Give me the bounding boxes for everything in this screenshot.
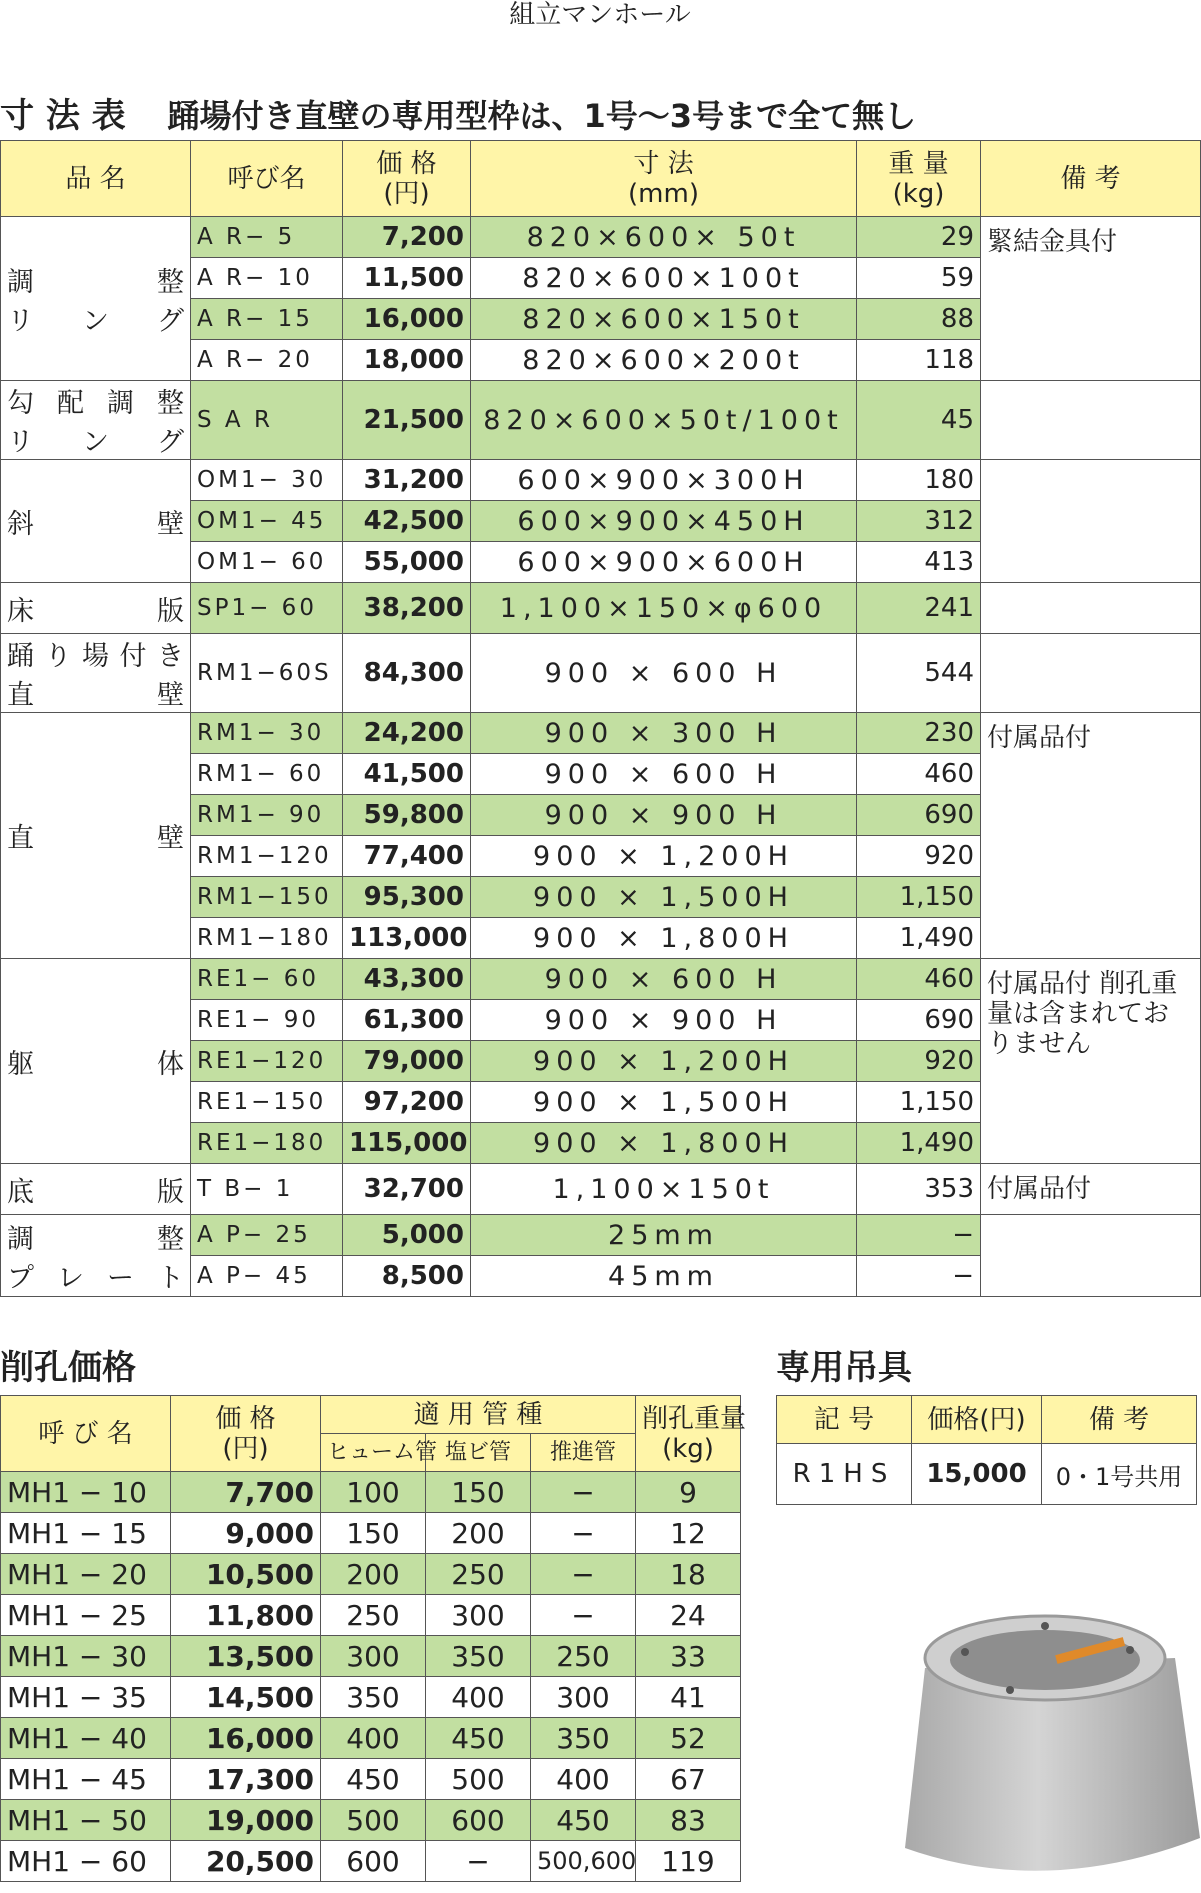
hole-code-cell: MH1 − 10 — [1, 1472, 171, 1513]
jacking-cell: − — [531, 1472, 636, 1513]
hole-price-cell: 13,500 — [171, 1636, 321, 1677]
code-cell: RE1− 90 — [191, 1000, 343, 1041]
dimension-cell: 900 × 1,200H — [471, 836, 857, 877]
table-row — [1, 583, 1201, 634]
code-cell: OM1− 60 — [191, 542, 343, 583]
jacking-cell: 500,600 — [531, 1841, 636, 1882]
hole-header-pvc: 塩ビ管 — [426, 1434, 531, 1472]
table-row — [1, 959, 1201, 1000]
code-cell: RE1−150 — [191, 1082, 343, 1123]
hole-code-cell: MH1 − 45 — [1, 1759, 171, 1800]
code-cell: RE1− 60 — [191, 959, 343, 1000]
dimension-cell: 1,100×150t — [471, 1164, 857, 1215]
hole-code-cell: MH1 − 30 — [1, 1636, 171, 1677]
code-cell: A R− 15 — [191, 299, 343, 340]
dimension-cell: 600×900×450H — [471, 501, 857, 542]
hole-weight-cell: 9 — [636, 1472, 741, 1513]
price-cell: 24,200 — [343, 713, 471, 754]
hole-weight-cell: 33 — [636, 1636, 741, 1677]
dimension-cell: 900 × 600 H — [471, 634, 857, 713]
price-cell: 18,000 — [343, 340, 471, 381]
code-cell: A P− 25 — [191, 1215, 343, 1256]
table-row — [1, 1513, 741, 1554]
price-cell: 43,300 — [343, 959, 471, 1000]
price-cell: 8,500 — [343, 1256, 471, 1297]
hole-weight-cell: 41 — [636, 1677, 741, 1718]
weight-cell: 690 — [857, 1000, 981, 1041]
price-cell: 7,200 — [343, 217, 471, 258]
code-cell: RM1−60S — [191, 634, 343, 713]
weight-cell: 690 — [857, 795, 981, 836]
price-cell: 113,000 — [343, 918, 471, 959]
hole-price-cell: 14,500 — [171, 1677, 321, 1718]
price-cell: 84,300 — [343, 634, 471, 713]
hole-price-cell: 10,500 — [171, 1554, 321, 1595]
dimension-cell: 820×600×150t — [471, 299, 857, 340]
dimension-table — [0, 140, 1201, 1297]
hanger-header-price: 価格(円) — [912, 1396, 1042, 1444]
pvc-cell: 350 — [426, 1636, 531, 1677]
weight-cell: 1,150 — [857, 877, 981, 918]
hole-weight-cell: 119 — [636, 1841, 741, 1882]
weight-cell: 29 — [857, 217, 981, 258]
dimension-table-title: 寸 法 表 — [0, 96, 126, 136]
hanger-title: 専用吊具 — [776, 1348, 912, 1388]
item-name-cell — [1, 1164, 191, 1215]
code-cell: RM1− 60 — [191, 754, 343, 795]
dimension-table-note: 踊場付き直壁の専用型枠は、1号〜3号まで全て無し — [167, 97, 917, 135]
dimension-cell: 900 × 1,500H — [471, 877, 857, 918]
table-row — [1, 381, 1201, 460]
pvc-cell: 250 — [426, 1554, 531, 1595]
hole-code-cell: MH1 − 15 — [1, 1513, 171, 1554]
table-row — [1, 217, 1201, 258]
code-cell: OM1− 45 — [191, 501, 343, 542]
remark-cell — [981, 583, 1201, 634]
item-name-cell — [1, 583, 191, 634]
table-row — [1, 1215, 1201, 1256]
weight-cell: 353 — [857, 1164, 981, 1215]
item-name-cell — [1, 634, 191, 713]
jacking-cell: 300 — [531, 1677, 636, 1718]
pvc-cell: 400 — [426, 1677, 531, 1718]
table-row — [1, 1677, 741, 1718]
hole-header-jacking: 推進管 — [531, 1434, 636, 1472]
table-row — [1, 1164, 1201, 1215]
jacking-cell: 450 — [531, 1800, 636, 1841]
table-row — [1, 634, 1201, 713]
weight-cell: 88 — [857, 299, 981, 340]
code-cell: A R− 20 — [191, 340, 343, 381]
item-name-line: 調 整 — [7, 1223, 184, 1255]
manhole-product-photo — [905, 1598, 1200, 1888]
hole-price-table — [0, 1395, 747, 1882]
hole-weight-cell: 52 — [636, 1718, 741, 1759]
code-cell: RE1−180 — [191, 1123, 343, 1164]
code-cell: RM1− 90 — [191, 795, 343, 836]
weight-cell: 544 — [857, 634, 981, 713]
table-row — [1, 1472, 741, 1513]
weight-cell: 45 — [857, 381, 981, 460]
hole-header-price: 価 格 (円) — [171, 1396, 321, 1472]
code-cell: S A R — [191, 381, 343, 460]
hole-price-cell: 7,700 — [171, 1472, 321, 1513]
dimension-cell: 600×900×300H — [471, 460, 857, 501]
code-cell: A P− 45 — [191, 1256, 343, 1297]
hanger-header-code: 記 号 — [777, 1396, 912, 1444]
hume-cell: 400 — [321, 1718, 426, 1759]
jacking-cell: − — [531, 1554, 636, 1595]
hole-price-cell: 19,000 — [171, 1800, 321, 1841]
weight-cell: 312 — [857, 501, 981, 542]
header-remark: 備 考 — [981, 141, 1201, 217]
hole-price-cell: 20,500 — [171, 1841, 321, 1882]
hanger-price: 15,000 — [912, 1444, 1042, 1505]
code-cell: SP1− 60 — [191, 583, 343, 634]
weight-cell: 180 — [857, 460, 981, 501]
hume-cell: 350 — [321, 1677, 426, 1718]
code-cell: RM1−180 — [191, 918, 343, 959]
header-price: 価 格 (円) — [343, 141, 471, 217]
weight-cell: 920 — [857, 836, 981, 877]
table-row — [1, 1841, 741, 1882]
header-code: 呼び名 — [191, 141, 343, 217]
dimension-table-body — [1, 217, 1201, 1297]
price-cell: 11,500 — [343, 258, 471, 299]
hanger-remark: 0・1号共用 — [1042, 1444, 1197, 1505]
jacking-cell: − — [531, 1595, 636, 1636]
weight-cell: 920 — [857, 1041, 981, 1082]
pvc-cell: 500 — [426, 1759, 531, 1800]
remark-cell — [981, 381, 1201, 460]
item-name-line: 直 壁 — [7, 680, 184, 711]
price-cell: 21,500 — [343, 381, 471, 460]
price-cell: 59,800 — [343, 795, 471, 836]
header-name: 品 名 — [1, 141, 191, 217]
price-cell: 32,700 — [343, 1164, 471, 1215]
item-name-cell — [1, 1215, 191, 1297]
dimension-cell: 45mm — [471, 1256, 857, 1297]
code-cell: RM1−120 — [191, 836, 343, 877]
hume-cell: 300 — [321, 1636, 426, 1677]
hume-cell: 250 — [321, 1595, 426, 1636]
remark-cell — [981, 460, 1201, 583]
item-name-line: プ レ ー ト — [7, 1262, 184, 1294]
remark-cell — [981, 1215, 1201, 1297]
price-cell: 95,300 — [343, 877, 471, 918]
hume-cell: 200 — [321, 1554, 426, 1595]
table-row — [1, 1554, 741, 1595]
item-name-line: リ ン グ — [7, 305, 184, 337]
price-cell: 31,200 — [343, 460, 471, 501]
table-row — [1, 1595, 741, 1636]
hole-code-cell: MH1 − 20 — [1, 1554, 171, 1595]
hume-cell: 100 — [321, 1472, 426, 1513]
hole-code-cell: MH1 − 60 — [1, 1841, 171, 1882]
code-cell: A R− 10 — [191, 258, 343, 299]
hole-price-cell: 11,800 — [171, 1595, 321, 1636]
hume-cell: 500 — [321, 1800, 426, 1841]
dimension-cell: 25mm — [471, 1215, 857, 1256]
weight-cell: 1,150 — [857, 1082, 981, 1123]
jacking-cell: 350 — [531, 1718, 636, 1759]
item-name-line: 勾 配 調 整 — [7, 388, 184, 419]
weight-cell: 241 — [857, 583, 981, 634]
hole-header-pipe-group: 適 用 管 種 — [321, 1396, 636, 1434]
hole-header-code: 呼 び 名 — [1, 1396, 171, 1472]
table-row — [1, 1800, 741, 1841]
table-row — [1, 1636, 741, 1677]
item-name-cell — [1, 381, 191, 460]
code-cell: A R− 5 — [191, 217, 343, 258]
price-cell: 97,200 — [343, 1082, 471, 1123]
item-name-line: 斜 壁 — [7, 508, 184, 540]
page-title: 組立マンホール — [509, 0, 691, 30]
item-name-line: 底 版 — [7, 1176, 184, 1208]
hole-price-cell: 9,000 — [171, 1513, 321, 1554]
dimension-cell: 600×900×600H — [471, 542, 857, 583]
remark-cell: 付属品付 — [981, 1164, 1201, 1215]
weight-cell: 1,490 — [857, 1123, 981, 1164]
dimension-cell: 900 × 300 H — [471, 713, 857, 754]
dimension-cell: 900 × 900 H — [471, 795, 857, 836]
hole-weight-cell: 67 — [636, 1759, 741, 1800]
code-cell: RE1−120 — [191, 1041, 343, 1082]
header-dimension: 寸 法 (mm) — [471, 141, 857, 217]
price-cell: 115,000 — [343, 1123, 471, 1164]
pvc-cell: − — [426, 1841, 531, 1882]
item-name-cell — [1, 460, 191, 583]
price-cell: 79,000 — [343, 1041, 471, 1082]
price-cell: 38,200 — [343, 583, 471, 634]
table-row — [1, 713, 1201, 754]
hole-code-cell: MH1 − 40 — [1, 1718, 171, 1759]
code-cell: RM1− 30 — [191, 713, 343, 754]
hume-cell: 150 — [321, 1513, 426, 1554]
dimension-cell: 900 × 1,200H — [471, 1041, 857, 1082]
hole-header-weight: 削孔重量 (kg) — [636, 1396, 741, 1472]
pvc-cell: 450 — [426, 1718, 531, 1759]
table-row — [1, 1759, 741, 1800]
hole-weight-cell: 18 — [636, 1554, 741, 1595]
item-name-line: 踊 り 場 付 き — [7, 641, 184, 672]
dimension-cell: 900 × 1,500H — [471, 1082, 857, 1123]
weight-cell: − — [857, 1215, 981, 1256]
pvc-cell: 150 — [426, 1472, 531, 1513]
dimension-cell: 820×600×50t/100t — [471, 381, 857, 460]
item-name-line: 直 壁 — [7, 823, 184, 854]
weight-cell: 118 — [857, 340, 981, 381]
price-cell: 42,500 — [343, 501, 471, 542]
weight-cell: 460 — [857, 754, 981, 795]
weight-cell: − — [857, 1256, 981, 1297]
hole-price-title: 削孔価格 — [0, 1348, 136, 1388]
item-name-cell — [1, 217, 191, 381]
header-weight: 重 量 (kg) — [857, 141, 981, 217]
remark-cell: 付属品付 削孔重量は含まれておりません — [981, 959, 1201, 1164]
pvc-cell: 300 — [426, 1595, 531, 1636]
hole-code-cell: MH1 − 25 — [1, 1595, 171, 1636]
remark-cell: 緊結金具付 — [981, 217, 1201, 381]
dimension-cell: 820×600× 50t — [471, 217, 857, 258]
hume-cell: 450 — [321, 1759, 426, 1800]
jacking-cell: − — [531, 1513, 636, 1554]
dimension-cell: 820×600×100t — [471, 258, 857, 299]
weight-cell: 460 — [857, 959, 981, 1000]
hole-header-hume: ヒューム管 — [321, 1434, 426, 1472]
pvc-cell: 200 — [426, 1513, 531, 1554]
price-cell: 5,000 — [343, 1215, 471, 1256]
code-cell: RM1−150 — [191, 877, 343, 918]
dimension-cell: 900 × 1,800H — [471, 1123, 857, 1164]
table-row — [1, 460, 1201, 501]
item-name-cell — [1, 713, 191, 959]
table-row — [1, 1718, 741, 1759]
price-cell: 41,500 — [343, 754, 471, 795]
price-cell: 61,300 — [343, 1000, 471, 1041]
item-name-line: 調 整 — [7, 266, 184, 298]
hanger-code: R1HS — [777, 1444, 912, 1505]
price-cell: 55,000 — [343, 542, 471, 583]
remark-cell — [981, 634, 1201, 713]
code-cell: T B− 1 — [191, 1164, 343, 1215]
hole-price-body — [1, 1472, 741, 1882]
item-name-line: 躯 体 — [7, 1048, 184, 1080]
pvc-cell: 600 — [426, 1800, 531, 1841]
price-cell: 77,400 — [343, 836, 471, 877]
remark-cell: 付属品付 — [981, 713, 1201, 959]
hole-code-cell: MH1 − 35 — [1, 1677, 171, 1718]
dimension-cell: 1,100×150×φ600 — [471, 583, 857, 634]
dimension-cell: 820×600×200t — [471, 340, 857, 381]
hanger-table — [776, 1395, 1197, 1505]
weight-cell: 413 — [857, 542, 981, 583]
hole-price-cell: 17,300 — [171, 1759, 321, 1800]
item-name-line: リ ン グ — [7, 427, 184, 458]
hole-weight-cell: 12 — [636, 1513, 741, 1554]
dimension-cell: 900 × 1,800H — [471, 918, 857, 959]
weight-cell: 1,490 — [857, 918, 981, 959]
dimension-section-heading — [0, 88, 916, 137]
dimension-cell: 900 × 900 H — [471, 1000, 857, 1041]
item-name-cell — [1, 959, 191, 1164]
hume-cell: 600 — [321, 1841, 426, 1882]
hole-weight-cell: 83 — [636, 1800, 741, 1841]
price-cell: 16,000 — [343, 299, 471, 340]
hole-code-cell: MH1 − 50 — [1, 1800, 171, 1841]
code-cell: OM1− 30 — [191, 460, 343, 501]
item-name-line: 床 版 — [7, 595, 184, 627]
dimension-cell: 900 × 600 H — [471, 959, 857, 1000]
hole-price-cell: 16,000 — [171, 1718, 321, 1759]
weight-cell: 230 — [857, 713, 981, 754]
hole-weight-cell: 24 — [636, 1595, 741, 1636]
weight-cell: 59 — [857, 258, 981, 299]
jacking-cell: 250 — [531, 1636, 636, 1677]
hanger-header-remark: 備 考 — [1042, 1396, 1197, 1444]
jacking-cell: 400 — [531, 1759, 636, 1800]
dimension-cell: 900 × 600 H — [471, 754, 857, 795]
